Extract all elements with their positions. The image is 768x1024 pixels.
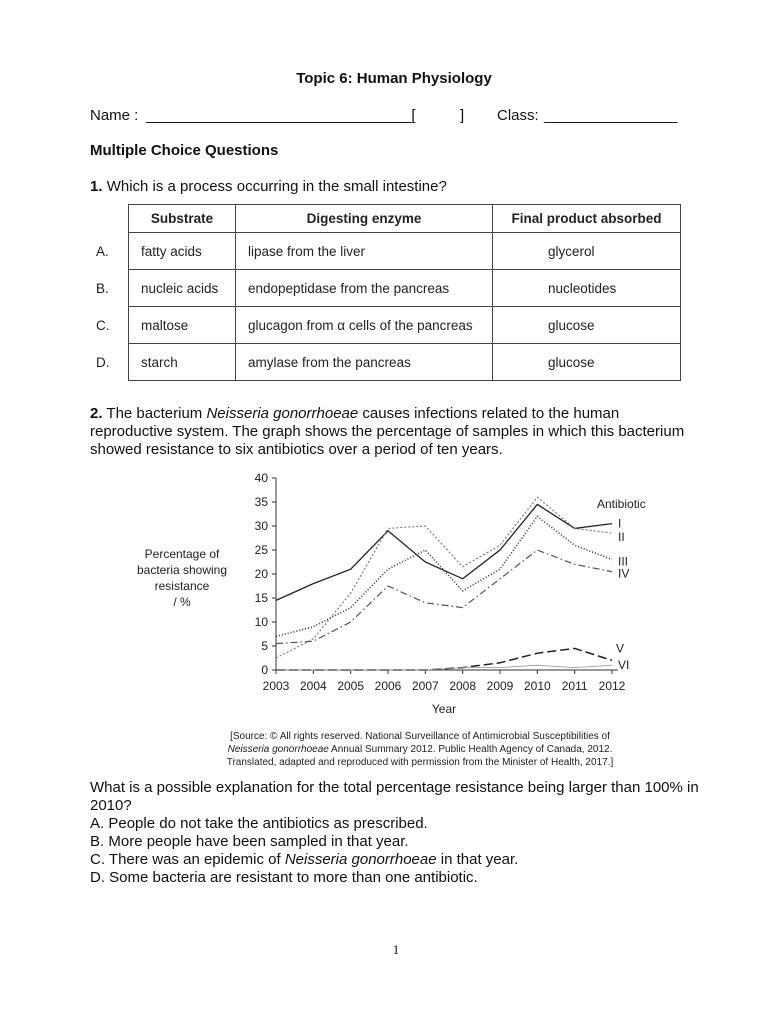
source-line-2: [160, 743, 680, 756]
product-cell: glucose: [493, 307, 681, 344]
product-cell: glycerol: [493, 233, 681, 270]
question-number: 2.: [90, 405, 103, 422]
table-row[interactable]: [88, 344, 681, 381]
substrate-cell: starch: [129, 344, 236, 381]
legend-title: Antibiotic: [597, 497, 646, 511]
figure-source: [160, 730, 680, 769]
x-tick-label: 2010: [523, 679, 551, 693]
series-label-VI: VI: [618, 658, 630, 673]
option-b[interactable]: [90, 833, 730, 851]
option-c[interactable]: [90, 851, 730, 869]
question-2-options: [90, 779, 730, 887]
column-header: Substrate: [129, 205, 236, 233]
class-blank[interactable]: ________________: [544, 107, 678, 124]
page-number: 1: [392, 942, 400, 957]
series-line-VI: [276, 665, 612, 670]
substrate-cell: fatty acids: [129, 233, 236, 270]
question-text-before: The bacterium: [106, 405, 207, 422]
option-text-before: There was an epidemic of: [108, 851, 285, 868]
x-tick-label: 2012: [598, 679, 626, 693]
option-letter: B.: [96, 280, 109, 296]
question-2: [90, 405, 700, 459]
series-line-II: [276, 497, 612, 658]
letter-column-header: [88, 205, 129, 233]
product-cell: glucose: [493, 344, 681, 381]
substrate-cell: maltose: [129, 307, 236, 344]
section-heading: Multiple Choice Questions: [90, 142, 279, 159]
y-tick-label: 20: [254, 567, 268, 581]
y-tick-label: 40: [254, 471, 268, 485]
y-axis-label-line: resistance: [154, 579, 210, 593]
y-axis-label-line: bacteria showing: [136, 563, 228, 577]
answer-table: [88, 204, 681, 381]
table-row[interactable]: [88, 270, 681, 307]
y-tick-label: 10: [254, 615, 268, 629]
option-letter: A.: [90, 815, 105, 832]
option-letter: C.: [96, 317, 110, 333]
option-text-after: in that year.: [436, 851, 519, 868]
y-tick-label: 35: [254, 495, 268, 509]
option-letter: D.: [96, 354, 110, 370]
x-tick-label: 2007: [411, 679, 439, 693]
series-label-II: II: [618, 530, 625, 545]
x-tick-label: 2009: [486, 679, 514, 693]
series-label-I: I: [618, 516, 622, 531]
option-text: Some bacteria are resistant to more than one antibiotic.: [109, 869, 478, 886]
question-text-after: causes infections related to the human reproductive system. The graph shows the percentage of samples in which this bacterium showed resistance to six antibiotics over a period of ten years.: [90, 405, 685, 458]
option-letter: D.: [90, 869, 105, 886]
species-name: Neisseria gonorrhoeae: [284, 851, 437, 868]
series-label-III: III: [618, 554, 629, 569]
resistance-line-chart: [130, 470, 670, 720]
x-tick-label: 2006: [374, 679, 402, 693]
option-letter: C.: [90, 851, 105, 868]
series-label-IV: IV: [618, 566, 630, 581]
species-name: Neisseria gonorrhoeae: [206, 405, 359, 422]
option-letter: A.: [96, 243, 109, 259]
chart-series-group: [276, 497, 612, 670]
y-axis-label-line: Percentage of: [144, 547, 220, 561]
page-title: Topic 6: Human Physiology: [296, 70, 492, 87]
y-tick-label: 30: [254, 519, 268, 533]
chart-labels: [137, 471, 646, 716]
column-header: Digesting enzyme: [236, 205, 493, 233]
option-letter: B.: [90, 833, 105, 850]
source-line-3: Translated, adapted and reproduced with permission from the Minister of Health, 2017.]: [226, 757, 614, 768]
class-label: Class:: [497, 107, 539, 124]
option-a[interactable]: [90, 815, 730, 833]
column-header: Final product absorbed: [493, 205, 681, 233]
series-line-I: [276, 504, 612, 600]
option-text: People do not take the antibiotics as prescribed.: [108, 815, 428, 832]
enzyme-cell: amylase from the pancreas: [236, 344, 493, 381]
question-number: 1.: [90, 178, 103, 195]
table-row[interactable]: [88, 233, 681, 270]
x-tick-label: 2004: [299, 679, 327, 693]
chart-axes: [272, 478, 618, 674]
table-row[interactable]: [88, 307, 681, 344]
name-label: Name :: [90, 107, 139, 124]
x-tick-label: 2008: [449, 679, 477, 693]
y-tick-label: 0: [261, 663, 268, 677]
x-axis-label: Year: [431, 702, 457, 716]
enzyme-cell: glucagon from α cells of the pancreas: [236, 307, 493, 344]
product-cell: nucleotides: [493, 270, 681, 307]
substrate-cell: nucleic acids: [129, 270, 236, 307]
question-2-prompt: What is a possible explanation for the total percentage resistance being larger than 100% in 2010?: [90, 779, 699, 814]
x-tick-label: 2005: [337, 679, 365, 693]
option-d[interactable]: [90, 869, 730, 887]
x-tick-label: 2003: [262, 679, 290, 693]
series-label-V: V: [616, 641, 625, 656]
enzyme-cell: endopeptidase from the pancreas: [236, 270, 493, 307]
question-text: Which is a process occurring in the small intestine?: [106, 178, 447, 195]
name-blank[interactable]: _________________________________[: [146, 107, 416, 124]
y-tick-label: 15: [254, 591, 268, 605]
y-axis-label-line: / %: [173, 595, 191, 609]
option-text: More people have been sampled in that year.: [108, 833, 409, 850]
source-line-2-rest: Annual Summary 2012. Public Health Agency of Canada, 2012.: [328, 744, 613, 755]
source-species: Neisseria gonorrhoeae: [227, 744, 329, 755]
y-tick-label: 25: [254, 543, 268, 557]
series-line-IV: [276, 550, 612, 644]
table-header-row: [88, 205, 681, 233]
y-tick-label: 5: [261, 639, 268, 653]
enzyme-cell: lipase from the liver: [236, 233, 493, 270]
series-line-III: [276, 516, 612, 636]
question-1: [90, 178, 447, 195]
bracket-close: ]: [460, 107, 465, 124]
source-line-1: [Source: © All rights reserved. National Surveillance of Antimicrobial Susceptibilities of: [230, 731, 610, 742]
x-tick-label: 2011: [561, 679, 588, 693]
